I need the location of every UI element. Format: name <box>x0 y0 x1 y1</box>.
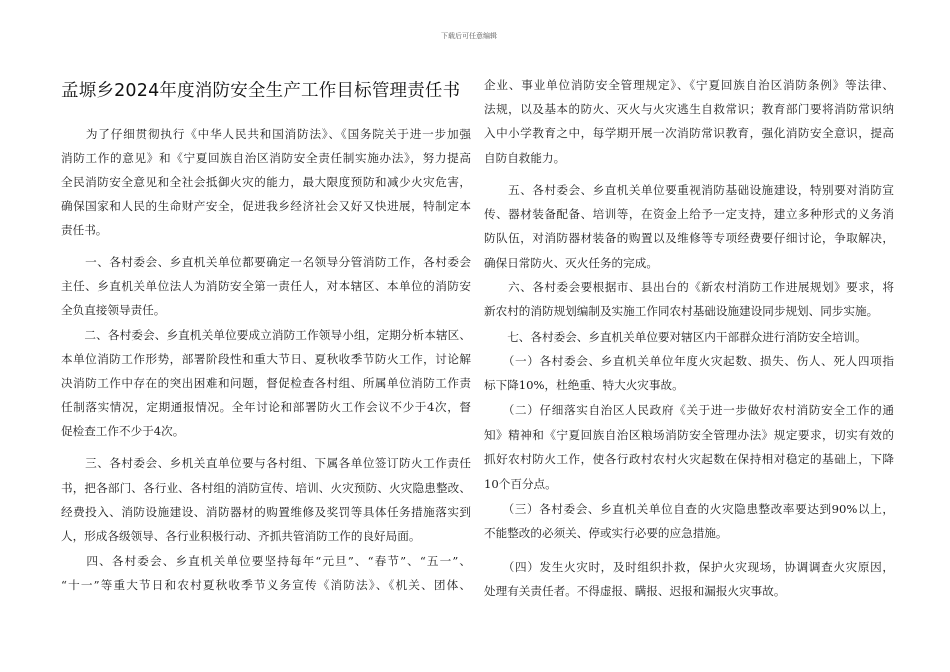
text-line: 自防自救能力。 <box>484 151 566 165</box>
text-line: 七、各村委会、乡直机关单位要对辖区内干部群众进行消防安全培训。 <box>484 330 867 344</box>
text-line: 不能整改的必须关、停或实行必要的应急措施。 <box>484 526 728 540</box>
text-line: 消防工作的意见》和《宁夏回族自治区消防安全责任制实施办法》，努力提高 <box>61 151 471 165</box>
text-line: 任制落实情况，定期通报情况。全年讨论和部署防火工作会议不少于4次，督 <box>61 400 471 414</box>
header-note: 下载后可任意编辑 <box>441 32 497 40</box>
text-line: 书，把各部门、各行业、各村组的消防宣传、培训、火灾预防、火灾隐患整改、 <box>61 481 471 495</box>
text-line: 一、各村委会、乡直机关单位都要确定一名领导分管消防工作，各村委会 <box>61 255 471 269</box>
text-line: 三、各村委会、乡机关直单位要与各村组、下属各单位签订防火工作责任 <box>61 456 471 470</box>
text-line: 本单位消防工作形势，部署阶段性和重大节日、夏秋收季节防火工作，讨论解 <box>61 352 471 366</box>
text-line: 经费投入、消防设施建设、消防器材的购置维修及奖罚等具体任务措施落实到 <box>61 505 471 519</box>
text-line: 处理有关责任者。不得虚报、瞒报、迟报和漏报火灾事故。 <box>484 584 786 598</box>
text-line: 全民消防安全意见和全社会抵御火灾的能力，最大限度预防和减少火灾危害， <box>61 175 471 189</box>
text-line: 知》精神和《宁夏回族自治区粮场消防安全管理办法》规定要求，切实有效的 <box>484 428 894 442</box>
text-line: 防队伍，对消防器材装备的购置以及维修等专项经费要仔细讨论，争取解决， <box>484 231 894 245</box>
text-line: 企业、事业单位消防安全管理规定》、《宁夏回族自治区消防条例》等法律、 <box>484 78 894 92</box>
text-line: 责任书。 <box>61 223 108 237</box>
text-line: 促检查工作不少于4次。 <box>61 424 185 438</box>
text-line: 主任、乡直机关单位法人为消防安全第一责任人，对本辖区、本单位的消防安 <box>61 279 471 293</box>
text-line: 全负直接领导责任。 <box>61 303 166 317</box>
text-line: 确保日常防火、灭火任务的完成。 <box>484 256 658 270</box>
text-line: 四、各村委会、乡直机关单位要坚持每年“元旦”、“春节”、“五一”、 <box>61 554 471 568</box>
text-line: 传、器材装备配备、培训等，在资金上给予一定支持，建立多种形式的义务消 <box>484 207 894 221</box>
text-line: 10个百分点。 <box>484 477 557 491</box>
text-line: 五、各村委会、乡直机关单位要重视消防基础设施建设，特别要对消防宣 <box>484 183 894 197</box>
text-line: 确保国家和人民的生命财产安全，促进我乡经济社会又好又快进展，特制定本 <box>61 199 471 213</box>
text-line: 为了仔细贯彻执行《中华人民共和国消防法》、《国务院关于进一步加强 <box>61 127 471 141</box>
text-line: 法规，以及基本的防火、灭火与火灾逃生自救常识；教育部门要将消防常识纳 <box>484 102 894 116</box>
text-line: （二）仔细落实自治区人民政府《关于进一步做好农村消防安全工作的通 <box>484 403 894 417</box>
text-line: （一）各村委会、乡直机关单位年度火灾起数、损失、伤人、死人四项指 <box>484 354 894 368</box>
text-line: 入中小学教育之中，每学期开展一次消防常识教育，强化消防安全意识，提高 <box>484 126 894 140</box>
text-line: 人，形成各级领导、各行业积极行动、齐抓共管消防工作的良好局面。 <box>61 529 421 543</box>
text-line: “十一”等重大节日和农村夏秋收季节义务宣传《消防法》、《机关、团体、 <box>61 578 471 592</box>
text-line: 抓好农村防火工作，使各行政村农村火灾起数在保持相对稳定的基础上，下降 <box>484 452 894 466</box>
text-line: （三）各村委会、乡直机关单位自查的火灾隐患整改率要达到90%以上， <box>484 502 894 516</box>
document-title: 孟塬乡2024年度消防安全生产工作目标管理责任书 <box>61 81 461 101</box>
text-line: （四）发生火灾时，及时组织扑救，保护火灾现场，协调调查火灾原因， <box>484 560 894 574</box>
text-line: 六、各村委会要根据市、县出台的《新农村消防工作进展规划》要求，将 <box>484 280 894 294</box>
text-line: 新农村的消防规划编制及实施工作同农村基础设施建设同步规划、同步实施。 <box>484 304 879 318</box>
text-line: 二、各村委会、乡直机关单位要成立消防工作领导小组，定期分析本辖区、 <box>61 328 471 342</box>
text-line: 标下降10%，杜绝重、特大火灾事故。 <box>484 378 684 392</box>
text-line: 决消防工作中存在的突出困难和问题，督促检查各村组、所属单位消防工作责 <box>61 376 471 390</box>
